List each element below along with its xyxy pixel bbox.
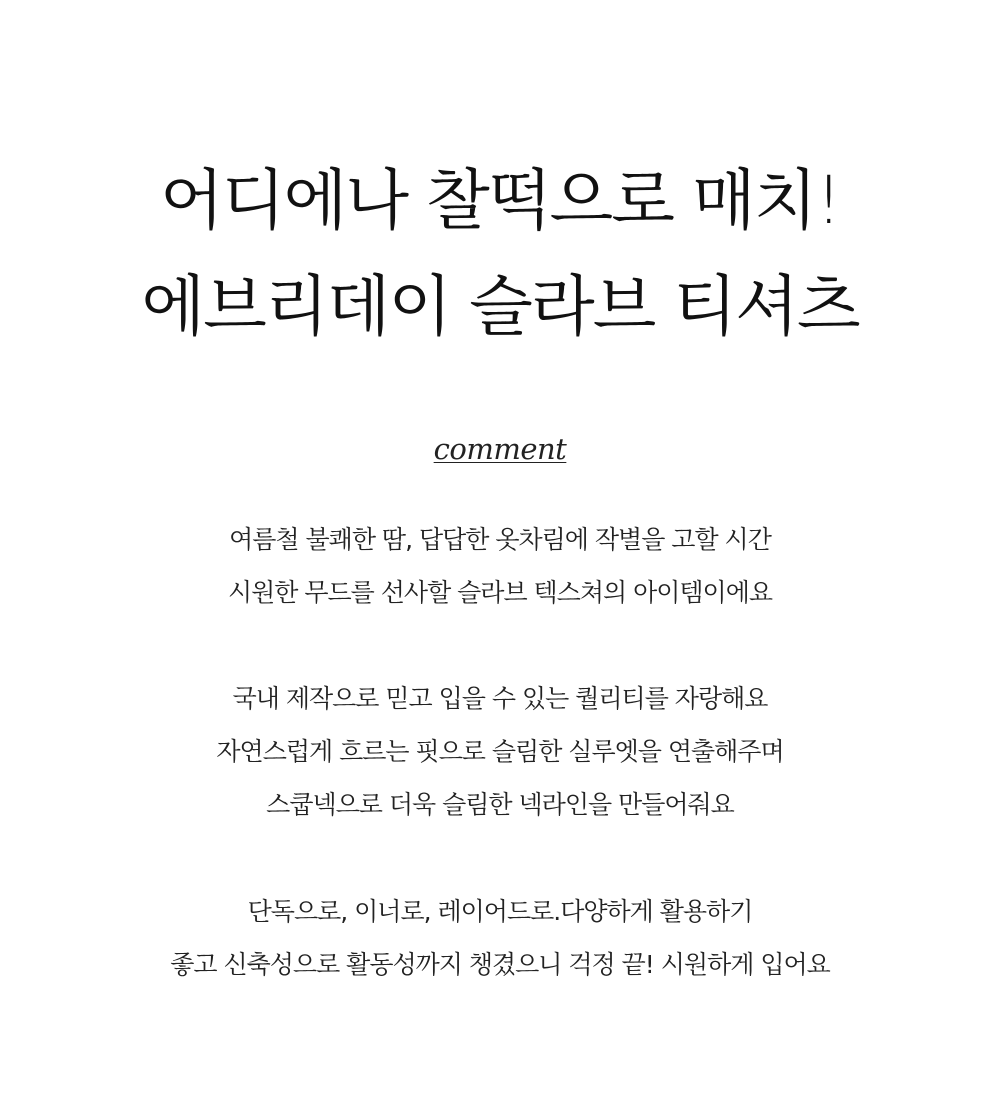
paragraph-1 bbox=[0, 513, 1000, 619]
paragraph-2-line-3: 스쿱넥으로 더욱 슬림한 넥라인을 만들어줘요 bbox=[266, 790, 734, 819]
headline-line-1: 어디에나 찰떡으로 매치! bbox=[160, 162, 840, 239]
paragraph-1-line-2: 시원한 무드를 선사할 슬라브 텍스쳐의 아이템이에요 bbox=[227, 578, 773, 607]
paragraph-1-line-1: 여름철 불쾌한 땀, 답답한 옷차림에 작별을 고할 시간 bbox=[229, 525, 771, 554]
paragraph-3-line-2: 좋고 신축성으로 활동성까지 챙겼으니 걱정 끝! 시원하게 입어요 bbox=[170, 950, 830, 979]
headline-line-2: 에브리데이 슬라브 티셔츠 bbox=[141, 268, 859, 345]
paragraph-2-line-1: 국내 제작으로 믿고 입을 수 있는 퀄리티를 자랑해요 bbox=[232, 684, 768, 713]
comment-label-text: comment bbox=[433, 432, 567, 466]
paragraph-2-line-2: 자연스럽게 흐르는 핏으로 슬림한 실루엣을 연출해주며 bbox=[216, 737, 784, 766]
headline bbox=[0, 148, 1000, 360]
comment-label bbox=[0, 432, 1000, 466]
paragraph-2 bbox=[0, 672, 1000, 831]
paragraph-3-line-1: 단독으로, 이너로, 레이어드로.다양하게 활용하기 bbox=[247, 897, 753, 926]
paragraph-3 bbox=[0, 885, 1000, 991]
